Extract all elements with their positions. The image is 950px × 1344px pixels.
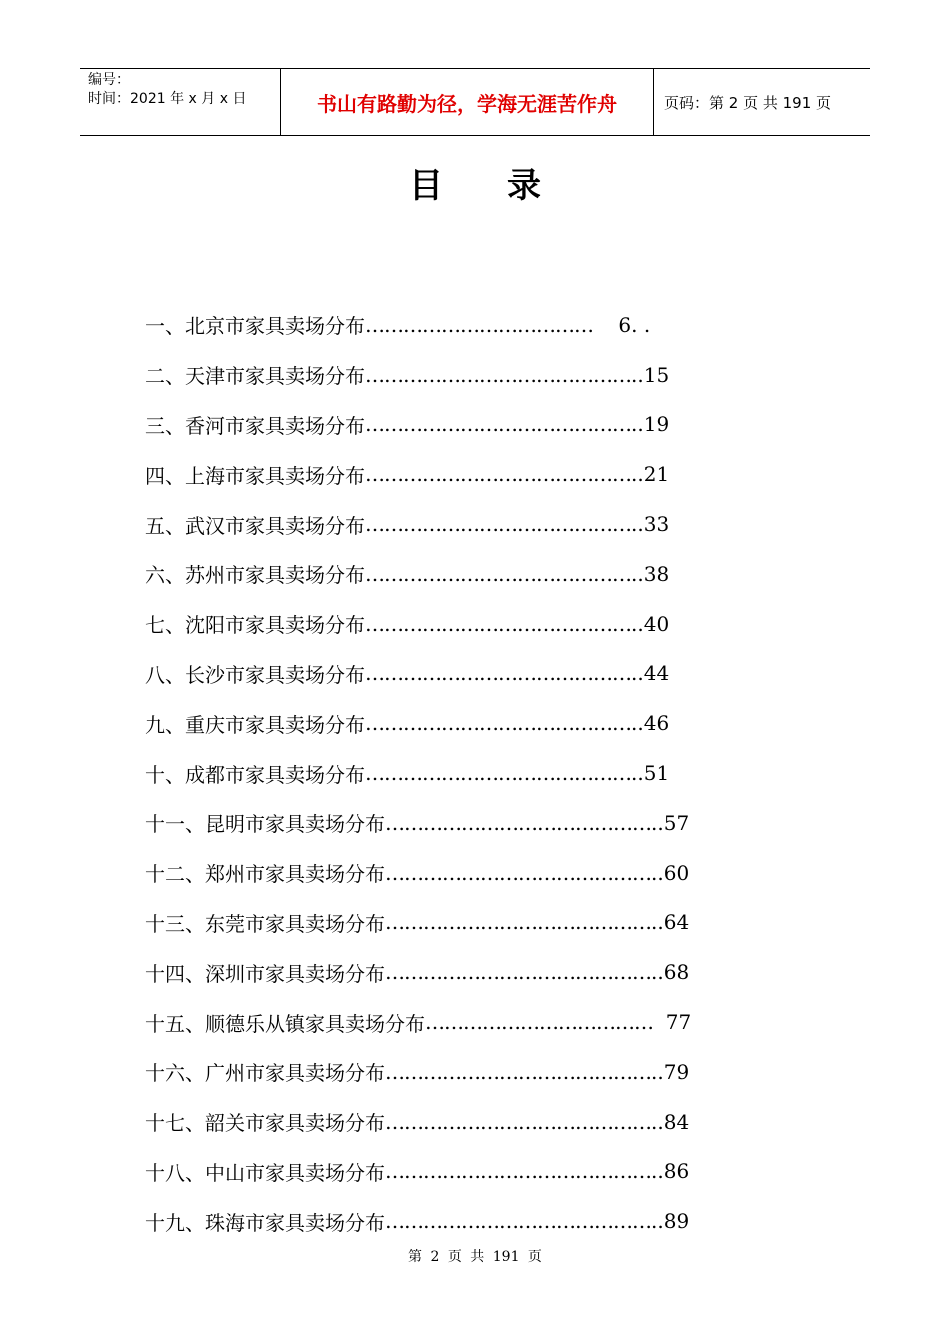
header-meta	[80, 69, 281, 135]
toc-leader-dots: ……………………………………	[365, 512, 631, 537]
toc-entry[interactable]	[145, 947, 765, 997]
toc-entry-page: ..15	[631, 362, 670, 387]
toc-entry-label: 十三、东莞市家具卖场分布	[145, 911, 385, 936]
toc-leader-dots: ……………………………………	[385, 810, 651, 835]
header-page-number: 页码：第 2 页 共 191 页	[664, 93, 832, 112]
toc-entry-page: ..21	[631, 462, 670, 487]
toc-leader-dots: ……………………………………	[385, 1209, 651, 1234]
toc-leader-dots: ……………………………………	[365, 462, 631, 487]
toc-entry[interactable]	[145, 549, 765, 599]
toc-entry[interactable]	[145, 350, 765, 400]
toc-entry-label: 十一、昆明市家具卖场分布	[145, 812, 385, 837]
toc-entry[interactable]	[145, 449, 765, 499]
table-of-contents	[145, 300, 765, 1246]
toc-leader-dots: ……………………………………	[385, 910, 651, 935]
toc-entry-label: 九、重庆市家具卖场分布	[145, 712, 365, 737]
header-motto: 书山有路勤为径，学海无涯苦作舟	[281, 69, 654, 135]
toc-entry-label: 六、苏州市家具卖场分布	[145, 563, 365, 588]
toc-leader-dots: ……………………………………	[365, 661, 631, 686]
toc-entry[interactable]	[145, 300, 765, 350]
toc-entry[interactable]	[145, 400, 765, 450]
toc-entry[interactable]	[145, 748, 765, 798]
toc-entry-label: 五、武汉市家具卖场分布	[145, 513, 365, 538]
toc-entry-page: ..64	[651, 910, 690, 935]
toc-entry[interactable]	[145, 898, 765, 948]
toc-entry-page: ..46	[631, 711, 670, 736]
document-number: 编号：	[88, 72, 130, 88]
toc-entry-page: ..84	[651, 1109, 690, 1134]
toc-leader-dots: ……………………………………	[365, 711, 631, 736]
toc-leader-dots: ………………………………	[425, 1010, 653, 1035]
toc-entry[interactable]	[145, 698, 765, 748]
toc-entry-page: ..89	[651, 1209, 690, 1234]
toc-entry-page: 6. .	[593, 312, 651, 337]
toc-entry[interactable]	[145, 848, 765, 898]
toc-leader-dots: ……………………………………	[385, 960, 651, 985]
toc-entry-page: ..38	[631, 561, 670, 586]
toc-entry-label: 十八、中山市家具卖场分布	[145, 1160, 385, 1185]
toc-entry-label: 十五、顺德乐从镇家具卖场分布	[145, 1011, 425, 1036]
toc-entry-page: ..40	[631, 611, 670, 636]
toc-entry-page: ..44	[631, 661, 670, 686]
toc-entry[interactable]	[145, 1147, 765, 1197]
document-time: 时间：2021 年 x 月 x 日	[88, 91, 247, 107]
page-title: 目录	[409, 166, 605, 206]
toc-leader-dots: ……………………………………	[385, 1059, 651, 1084]
toc-entry-label: 十九、珠海市家具卖场分布	[145, 1210, 385, 1235]
toc-leader-dots: ……………………………………	[365, 362, 631, 387]
toc-entry[interactable]	[145, 499, 765, 549]
toc-leader-dots: ……………………………………	[365, 611, 631, 636]
page-header	[80, 68, 870, 136]
toc-entry-label: 十二、郑州市家具卖场分布	[145, 862, 385, 887]
toc-leader-dots: ……………………………………	[365, 412, 631, 437]
toc-entry[interactable]	[145, 599, 765, 649]
toc-entry-page: ..19	[631, 412, 670, 437]
toc-entry-page: ..33	[631, 512, 670, 537]
toc-entry-page: ..68	[651, 960, 690, 985]
toc-entry-page: ..79	[651, 1059, 690, 1084]
toc-entry-label: 一、北京市家具卖场分布	[145, 314, 365, 339]
toc-entry-label: 三、香河市家具卖场分布	[145, 413, 365, 438]
toc-leader-dots: ……………………………………	[385, 1159, 651, 1184]
toc-leader-dots: ……………………………………	[385, 860, 651, 885]
toc-entry-label: 十四、深圳市家具卖场分布	[145, 961, 385, 986]
toc-entry-label: 十六、广州市家具卖场分布	[145, 1061, 385, 1086]
toc-entry[interactable]	[145, 798, 765, 848]
toc-entry-label: 八、长沙市家具卖场分布	[145, 662, 365, 687]
toc-entry[interactable]	[145, 1196, 765, 1246]
page-footer: 第 2 页 共 191 页	[408, 1249, 542, 1265]
toc-entry-label: 四、上海市家具卖场分布	[145, 463, 365, 488]
toc-entry[interactable]	[145, 997, 765, 1047]
toc-entry-page: ..51	[631, 761, 670, 786]
toc-leader-dots: ……………………………………	[385, 1109, 651, 1134]
toc-leader-dots: ……………………………………	[365, 561, 631, 586]
toc-entry-page: 77	[653, 1010, 692, 1035]
toc-entry[interactable]	[145, 1097, 765, 1147]
toc-entry-label: 十七、韶关市家具卖场分布	[145, 1111, 385, 1136]
toc-entry-page: ..86	[651, 1159, 690, 1184]
toc-entry-label: 十、成都市家具卖场分布	[145, 762, 365, 787]
toc-entry-label: 二、天津市家具卖场分布	[145, 364, 365, 389]
toc-leader-dots: ………………………………	[365, 312, 593, 337]
toc-entry-page: ..60	[651, 860, 690, 885]
toc-leader-dots: ……………………………………	[365, 761, 631, 786]
toc-entry[interactable]	[145, 649, 765, 699]
toc-entry[interactable]	[145, 1047, 765, 1097]
toc-entry-label: 七、沈阳市家具卖场分布	[145, 613, 365, 638]
toc-entry-page: ..57	[651, 810, 690, 835]
